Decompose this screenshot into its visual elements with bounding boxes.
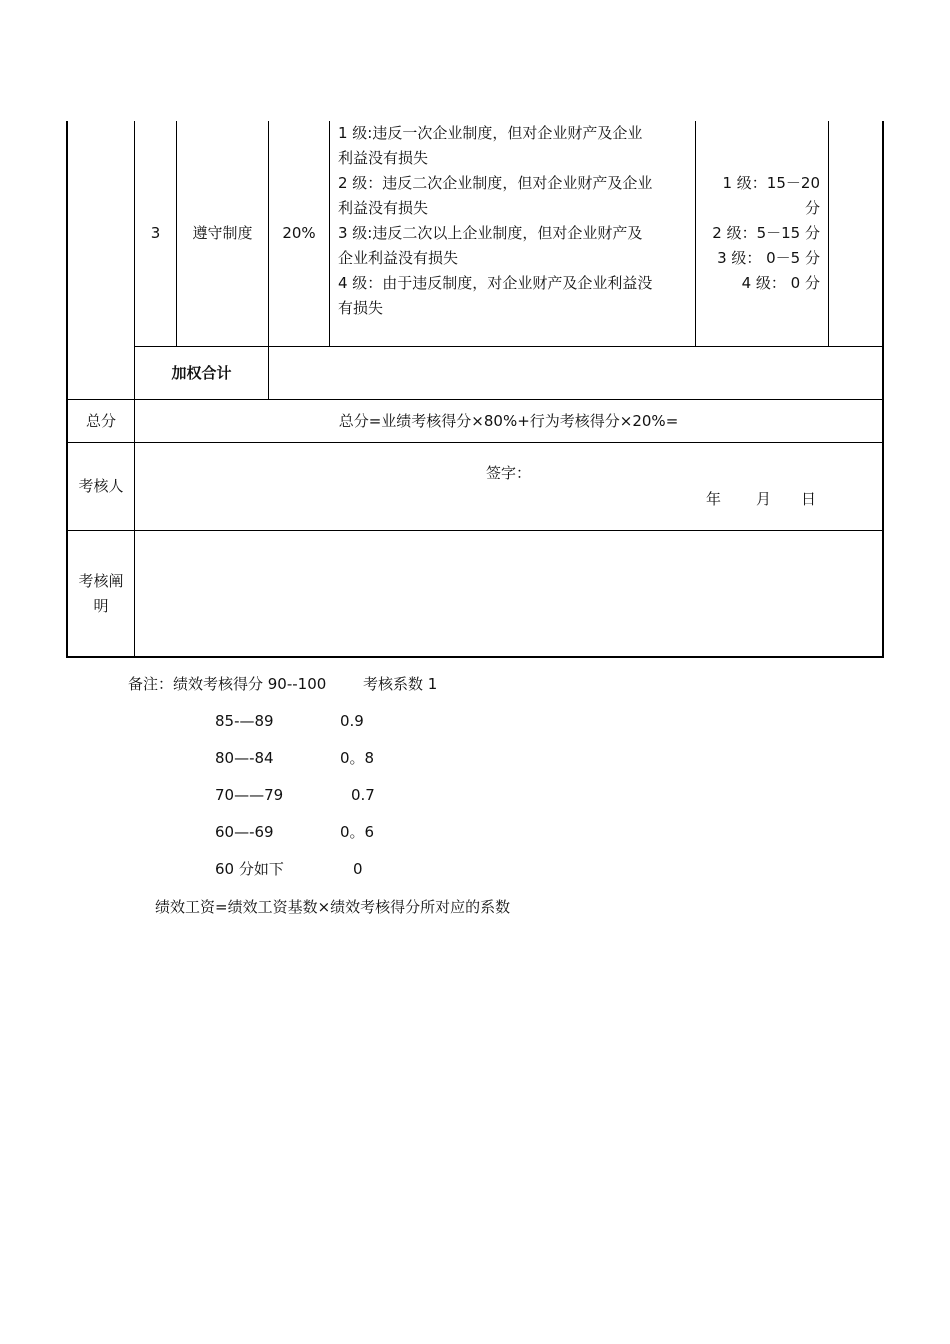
criteria-line: 利益没有损失	[338, 149, 429, 167]
criteria-line: 利益没有损失	[338, 199, 429, 217]
criteria-line: 企业利益没有损失	[338, 249, 459, 267]
note-range: 80—-84	[215, 749, 274, 767]
assessor-label: 考核人	[78, 477, 124, 495]
total-label: 总分	[85, 411, 116, 430]
score-line: 4 级： 0 分	[741, 274, 820, 292]
note-coef: 0.9	[340, 712, 364, 730]
note-coef: 0.7	[351, 786, 375, 804]
criteria-line: 有损失	[338, 299, 384, 317]
note-range: 60 分如下	[215, 860, 284, 878]
statement-label-line: 明	[93, 597, 109, 615]
note-header-coef: 考核系数 1	[363, 675, 438, 693]
note-range: 85-—89	[215, 712, 274, 730]
note-coef: 0。6	[340, 823, 375, 841]
note-formula: 绩效工资=绩效工资基数×绩效考核得分所对应的系数	[155, 898, 511, 916]
criteria-line: 3 级:违反二次以上企业制度，但对企业财产及	[338, 224, 643, 242]
score-line: 分	[804, 199, 820, 217]
row-weight: 20%	[282, 224, 316, 242]
date-year: 年	[706, 490, 722, 508]
score-line: 2 级：5－15 分	[712, 224, 820, 242]
date-day: 日	[801, 490, 817, 508]
criteria-line: 2 级：违反二次企业制度，但对企业财产及企业	[338, 174, 653, 192]
statement-label	[68, 569, 134, 619]
score-line: 3 级： 0－5 分	[717, 249, 820, 267]
note-coef: 0	[353, 860, 363, 878]
note-range: 70——79	[215, 786, 284, 804]
criteria-line: 1 级:违反一次企业制度，但对企业财产及企业	[338, 124, 643, 142]
statement-label-line: 考核阐	[78, 572, 124, 590]
criteria-line: 4 级：由于违反制度，对企业财产及企业利益没	[338, 274, 653, 292]
total-formula: 总分=业绩考核得分×80%+行为考核得分×20%=	[338, 411, 679, 430]
note-range: 60—-69	[215, 823, 274, 841]
note-header: 备注：绩效考核得分 90--100	[128, 675, 327, 693]
row-scores	[700, 171, 820, 296]
weighted-total-label: 加权合计	[171, 363, 232, 382]
signature-label: 签字：	[486, 464, 532, 482]
note-coef: 0。8	[340, 749, 375, 767]
row-criteria	[338, 121, 693, 321]
row-item-name: 遵守制度	[192, 224, 253, 242]
date-month: 月	[756, 490, 772, 508]
row-index: 3	[150, 224, 161, 242]
score-line: 1 级：15－20	[722, 174, 820, 192]
